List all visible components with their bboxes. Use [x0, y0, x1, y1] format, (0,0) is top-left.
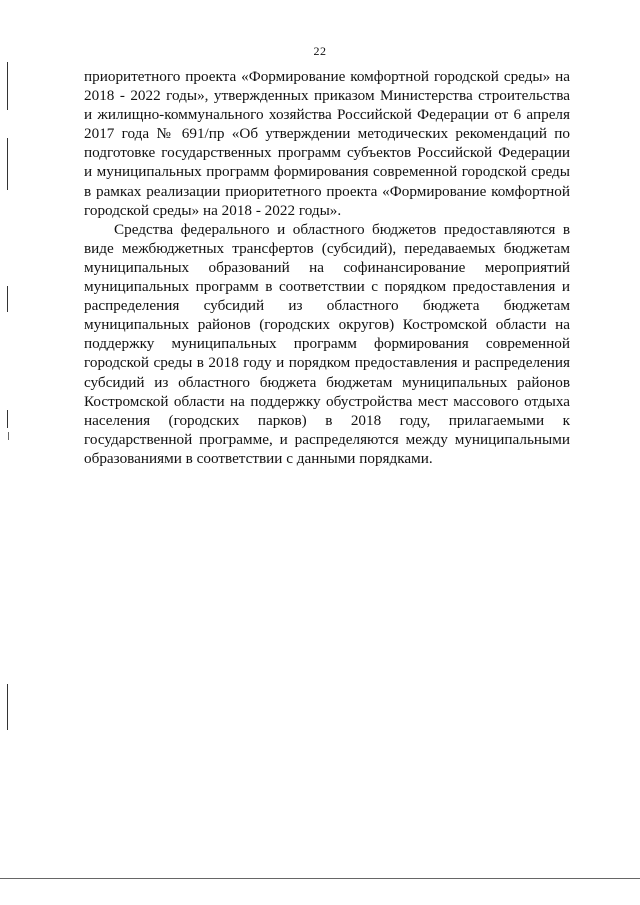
scan-edge-mark	[7, 684, 8, 730]
scan-edge-mark	[7, 62, 8, 110]
scan-edge-mark	[7, 410, 8, 428]
paragraph-continuation: приоритетного проекта «Формирование комфортной городской среды» на 2018 - 2022 годы», утвержденных приказом Министерства строительства и жилищно-коммунального хозяйства Российской Федерации от 6 апреля 2017 года № 691/пр «Об утверждении методических рекомендаций по подготовке государственных программ субъектов Российской Федерации и муниципальных программ формирования современной городской среды в рамках реализации приоритетного проекта «Формирование комфортной городской среды» на 2018 - 2022 годы».	[84, 68, 570, 219]
scan-bottom-rule	[0, 878, 640, 879]
scan-edge-mark	[7, 138, 8, 190]
paragraph-funding: Средства федерального и областного бюджетов предоставляются в виде межбюджетных трансфертов (субсидий), передаваемых бюджетам муниципальных образований на софинансирование мероприятий муниципальных программ в соответствии с порядком предоставления и распределения субсидий из областного бюджета бюджетам муниципальных районов (городских округов) Костромской области на поддержку муниципальных программ формирования современной городской среды в 2018 году и порядком предоставления и распределения субсидий из областного бюджета бюджетам муниципальных районов Костромской области на поддержку обустройства мест массового отдыха населения (городских парков) в 2018 году, прилагаемыми к государственной программе, и распределяются между муниципальными образованиями в соответствии с данными порядками.	[84, 220, 570, 467]
scan-edge-mark	[8, 432, 9, 440]
scan-edge-mark	[7, 286, 8, 312]
document-body	[84, 67, 570, 468]
page-number: 22	[313, 44, 327, 58]
